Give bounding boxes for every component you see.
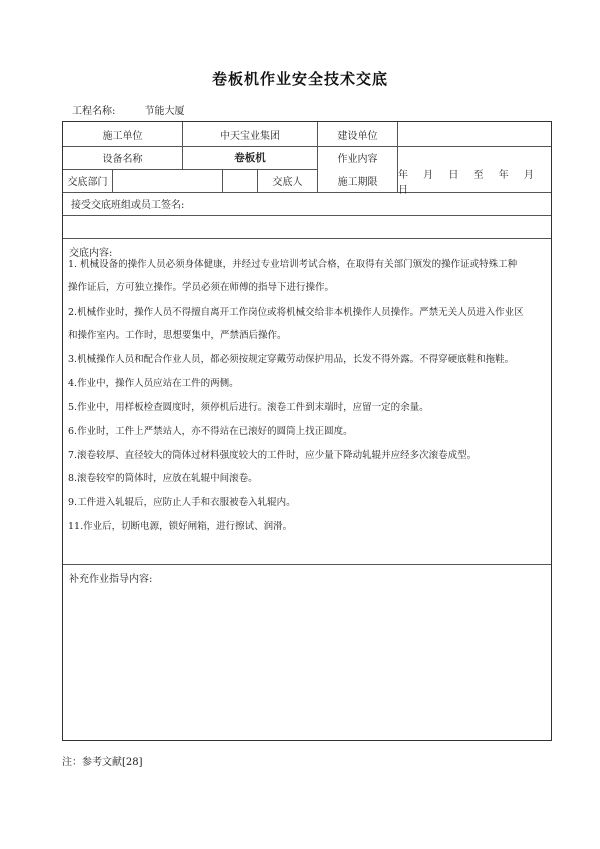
construction-unit-label: 施工单位: [63, 122, 183, 146]
equipment-value: 卷板机: [183, 146, 318, 169]
list-item: 4.作业中，操作人员应站在工件的两侧。: [68, 378, 239, 389]
row-units: [63, 122, 551, 147]
supplement-label: 补充作业指导内容:: [69, 574, 153, 585]
list-item: 6.作业时，工件上严禁站人，亦不得站在已滚好的圆筒上找正圆度。: [68, 426, 353, 437]
owner-unit-label: 建设单位: [318, 122, 398, 146]
row-signature-blank: [63, 215, 551, 239]
list-item: 2.机械作业时，操作人员不得擅自离开工作岗位或将机械交给非本机操作人员操作。严禁无关人员进入作业区: [68, 307, 524, 318]
briefing-dept-extra: [223, 169, 258, 192]
list-item: 3.机械操作人员和配合作业人员，都必须按规定穿戴劳动保护用品，长发不得外露。不得穿硬底鞋和拖鞋。: [68, 354, 515, 365]
construction-unit-value: 中天宝业集团: [183, 122, 318, 146]
list-item: 8.滚卷较窄的筒体时，应放在轧辊中间滚卷。: [68, 473, 258, 484]
list-item: 7.滚卷较厚、直径较大的筒体过材料强度较大的工件时，应少量下降动轧辊并应经多次滚卷成型。: [68, 450, 477, 461]
reference-note: 注：参考文献[28]: [62, 757, 143, 768]
signature-label: 接受交底班组或员工签名:: [71, 200, 185, 211]
list-item: 和操作室内。工作时，思想要集中，严禁酒后操作。: [68, 330, 287, 341]
supplement-section: [63, 564, 551, 740]
document-title: 卷板机作业安全技术交底: [211, 70, 388, 88]
briefing-dept-value: [113, 169, 223, 192]
equipment-label: 设备名称: [63, 146, 183, 169]
project-line: [72, 102, 185, 117]
briefer-label: 交底人: [258, 169, 318, 192]
content-label: 交底内容:: [69, 248, 113, 259]
list-item: 操作证后，方可独立操作。学员必须在师傅的指导下进行操作。: [68, 282, 335, 293]
list-item: 9.工件进入轧辊后，应防止人手和衣服被卷入轧辊内。: [68, 497, 296, 508]
list-item: 11.作业后，切断电源，锁好闸箱，进行擦试、润滑。: [68, 521, 293, 532]
period-label: 施工期限: [318, 169, 398, 192]
work-content-label: 作业内容: [318, 146, 398, 169]
project-label: 工程名称:: [72, 106, 116, 117]
owner-unit-value: [398, 122, 551, 146]
project-value: 节能大厦: [144, 106, 185, 117]
list-item: 1. 机械设备的操作人员必须身体健康，并经过专业培训考试合格，在取得有关部门颁发的操作证或特殊工种: [68, 259, 518, 270]
period-value: 年 月 日 至 年 月 日: [398, 169, 551, 192]
list-item: 5.作业中，用样板检查圆度时，须停机后进行。滚卷工件到末端时，应留一定的余量。: [68, 402, 429, 413]
row-signature: [63, 192, 551, 216]
briefing-dept-label: 交底部门: [63, 169, 113, 192]
row-period: [318, 169, 551, 196]
